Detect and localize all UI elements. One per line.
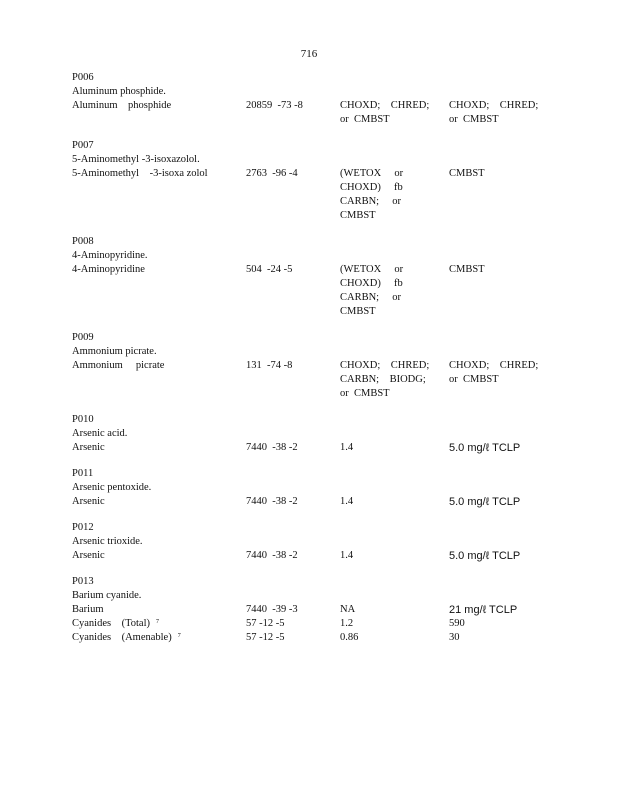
constituent-row xyxy=(72,263,562,319)
nonwastewater-standard: 590 xyxy=(449,618,465,629)
cas-number: 7440 -38 -2 xyxy=(246,442,298,453)
waste-code: P009 xyxy=(72,332,94,343)
waste-entry xyxy=(72,331,562,401)
constituent-row xyxy=(72,441,562,455)
cas-number: 131 -74 -8 xyxy=(246,360,293,371)
cas-number: 7440 -38 -2 xyxy=(246,550,298,561)
constituent-name: Ammonium picrate xyxy=(72,360,165,371)
waste-code: P011 xyxy=(72,468,94,479)
cas-number: 7440 -39 -3 xyxy=(246,604,298,615)
constituent-name: Cyanides (Total) $^7$ xyxy=(72,618,159,629)
waste-title: Aluminum phosphide. xyxy=(72,86,166,97)
wastewater-standard: (WETOX or CHOXD) fb CARBN; or CMBST xyxy=(340,264,404,317)
constituent-name: Cyanides (Amenable) $^7$ xyxy=(72,632,181,643)
waste-entry xyxy=(72,413,562,455)
waste-entry xyxy=(72,521,562,563)
nonwastewater-standard: CHOXD; CHRED; or CMBST xyxy=(449,100,539,125)
wastewater-standard: (WETOX or CHOXD) fb CARBN; or CMBST xyxy=(340,168,404,221)
nonwastewater-standard: 5.0 mg/ℓ TCLP xyxy=(449,442,521,454)
waste-code: P008 xyxy=(72,236,94,247)
constituent-name: Aluminum phosphide xyxy=(72,100,172,111)
waste-title: Barium cyanide. xyxy=(72,590,142,601)
nonwastewater-standard: CHOXD; CHRED; or CMBST xyxy=(449,360,539,385)
wastewater-standard: 1.4 xyxy=(340,550,354,561)
waste-entry xyxy=(72,575,562,645)
waste-entry xyxy=(72,71,562,127)
constituent-name: Arsenic xyxy=(72,442,105,453)
nonwastewater-standard: CMBST xyxy=(449,168,485,179)
waste-code: P012 xyxy=(72,522,94,533)
waste-title: 5-Aminomethyl -3-isoxazolol. xyxy=(72,154,200,165)
constituent-name: 5-Aminomethyl -3-isoxa zolol xyxy=(72,168,208,179)
waste-code: P013 xyxy=(72,576,94,587)
wastewater-standard: 0.86 xyxy=(340,632,359,643)
constituent-name: Arsenic xyxy=(72,496,105,507)
constituent-name: 4-Aminopyridine xyxy=(72,264,145,275)
constituent-row xyxy=(72,617,562,631)
waste-entry xyxy=(72,139,562,223)
cas-number: 57 -12 -5 xyxy=(246,632,285,643)
waste-title: Arsenic pentoxide. xyxy=(72,482,152,493)
nonwastewater-standard: CMBST xyxy=(449,264,485,275)
waste-entry xyxy=(72,235,562,319)
wastewater-standard: 1.4 xyxy=(340,442,354,453)
constituent-row xyxy=(72,167,562,223)
waste-title: Arsenic acid. xyxy=(72,428,128,439)
nonwastewater-standard: 5.0 mg/ℓ TCLP xyxy=(449,496,521,508)
constituent-name: Arsenic xyxy=(72,550,105,561)
waste-code: P010 xyxy=(72,414,94,425)
waste-code: P006 xyxy=(72,72,94,83)
cas-number: 20859 -73 -8 xyxy=(246,100,303,111)
cas-number: 504 -24 -5 xyxy=(246,264,293,275)
cas-number: 57 -12 -5 xyxy=(246,618,285,629)
page-number: 716 xyxy=(300,48,318,60)
wastewater-standard: NA xyxy=(340,604,356,615)
constituent-name: Barium xyxy=(72,604,104,615)
wastewater-standard: CHOXD; CHRED; CARBN; BIODG; or CMBST xyxy=(340,360,430,399)
wastewater-standard: 1.4 xyxy=(340,496,354,507)
waste-entry xyxy=(72,467,562,509)
wastewater-standard: CHOXD; CHRED; or CMBST xyxy=(340,100,430,125)
waste-table xyxy=(72,71,562,657)
constituent-row xyxy=(72,495,562,509)
waste-title: Ammonium picrate. xyxy=(72,346,157,357)
waste-title: 4-Aminopyridine. xyxy=(72,250,148,261)
cas-number: 7440 -38 -2 xyxy=(246,496,298,507)
footnote-ref: 7 xyxy=(177,633,181,639)
waste-title: Arsenic trioxide. xyxy=(72,536,143,547)
cas-number: 2763 -96 -4 xyxy=(246,168,298,179)
nonwastewater-standard: 5.0 mg/ℓ TCLP xyxy=(449,550,521,562)
footnote-ref: 7 xyxy=(156,619,159,625)
constituent-row xyxy=(72,631,562,645)
nonwastewater-standard: 30 xyxy=(449,632,460,643)
waste-code: P007 xyxy=(72,140,94,151)
wastewater-standard: 1.2 xyxy=(340,618,354,629)
constituent-row xyxy=(72,99,562,127)
constituent-row xyxy=(72,359,562,401)
nonwastewater-standard: 21 mg/ℓ TCLP xyxy=(449,604,518,616)
constituent-row xyxy=(72,549,562,563)
constituent-row xyxy=(72,603,562,617)
